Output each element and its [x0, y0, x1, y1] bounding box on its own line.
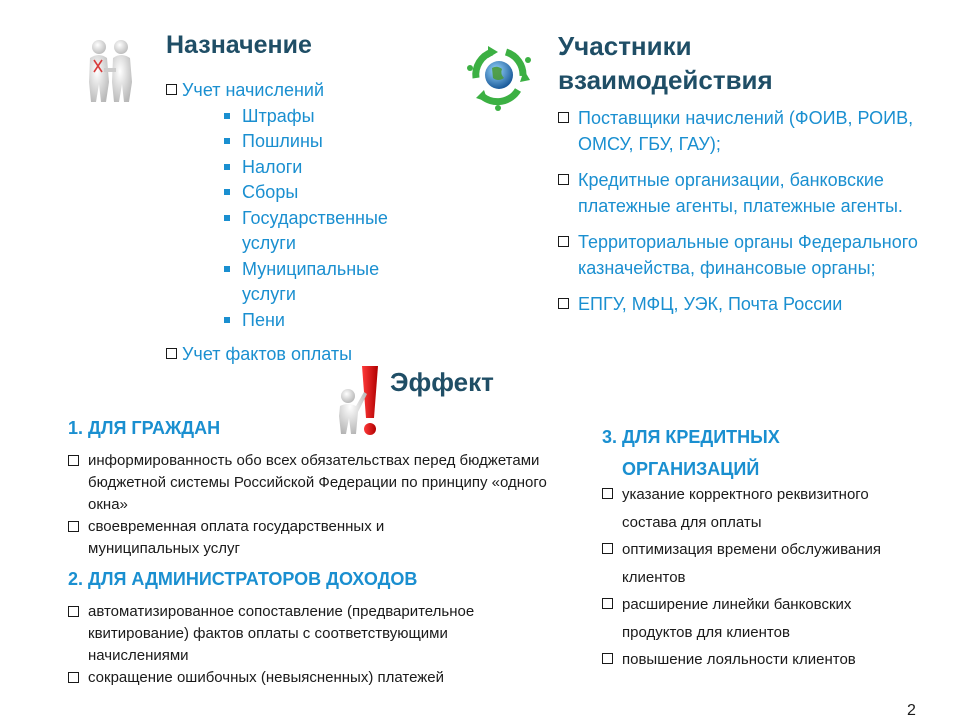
checkbox-icon	[558, 112, 569, 123]
checkbox-icon	[558, 174, 569, 185]
purpose-item-payments: Учет фактов оплаты	[166, 342, 422, 368]
purpose-list	[166, 78, 422, 368]
list-item: ЕПГУ, МФЦ, УЭК, Почта России	[558, 291, 938, 317]
checkbox-icon	[602, 598, 613, 609]
square-bullet-icon	[224, 215, 230, 221]
list-item: Сборы	[224, 180, 422, 206]
checkbox-icon	[166, 348, 177, 359]
citizens-list	[68, 450, 548, 560]
purpose-item-accruals: Учет начислений	[166, 78, 422, 104]
square-bullet-icon	[224, 138, 230, 144]
square-bullet-icon	[224, 266, 230, 272]
list-item: Муниципальные услуги	[224, 257, 422, 308]
credit-heading: 3. ДЛЯ КРЕДИТНЫХ ОРГАНИЗАЦИЙ	[602, 427, 780, 479]
list-item: указание корректного реквизитного состава для оплаты	[602, 481, 902, 536]
citizens-heading: 1. ДЛЯ ГРАЖДАН	[68, 418, 221, 438]
list-item: своевременная оплата государственных и муниципальных услуг	[68, 516, 448, 560]
list-item: сокращение ошибочных (невыясненных) платежей	[68, 667, 538, 689]
page-number: 2	[907, 702, 916, 719]
list-item: информированность обо всех обязательствах перед бюджетами бюджетной системы Российской Федерации по принципу «одного окна»	[68, 450, 548, 516]
participants-title: Участники взаимодействия	[558, 31, 773, 95]
credit-list	[602, 481, 902, 674]
checkbox-icon	[558, 298, 569, 309]
administrators-heading: 2. ДЛЯ АДМИНИСТРАТОРОВ ДОХОДОВ	[68, 569, 418, 589]
list-item: Штрафы	[224, 104, 422, 130]
exclamation-figure-icon	[334, 362, 384, 438]
checkbox-icon	[68, 521, 79, 532]
list-item: автоматизированное сопоставление (предварительное квитирование) фактов оплаты с соответствующими начислениями	[68, 601, 538, 667]
checkbox-icon	[558, 236, 569, 247]
list-item: Поставщики начислений (ФОИВ, РОИВ, ОМСУ, ГБУ, ГАУ);	[558, 105, 938, 157]
handshake-people-icon	[82, 38, 138, 106]
list-item: Пени	[224, 308, 422, 334]
list-item: Территориальные органы Федерального казначейства, финансовые органы;	[558, 229, 938, 281]
square-bullet-icon	[224, 317, 230, 323]
purpose-title: Назначение	[166, 31, 312, 59]
checkbox-icon	[68, 672, 79, 683]
effect-title: Эффект	[390, 367, 494, 397]
square-bullet-icon	[224, 189, 230, 195]
recycle-globe-icon	[462, 38, 536, 112]
list-item: Государственные услуги	[224, 206, 422, 257]
administrators-list	[68, 601, 538, 689]
checkbox-icon	[602, 488, 613, 499]
checkbox-icon	[68, 455, 79, 466]
square-bullet-icon	[224, 164, 230, 170]
list-item: оптимизация времени обслуживания клиентов	[602, 536, 902, 591]
checkbox-icon	[68, 606, 79, 617]
participants-list	[558, 105, 938, 327]
list-item: повышение лояльности клиентов	[602, 646, 902, 674]
checkbox-icon	[602, 543, 613, 554]
square-bullet-icon	[224, 113, 230, 119]
purpose-sublist	[166, 104, 422, 334]
checkbox-icon	[166, 84, 177, 95]
list-item: Кредитные организации, банковские платежные агенты, платежные агенты.	[558, 167, 938, 219]
checkbox-icon	[602, 653, 613, 664]
list-item: расширение линейки банковских продуктов для клиентов	[602, 591, 902, 646]
list-item: Пошлины	[224, 129, 422, 155]
list-item: Налоги	[224, 155, 422, 181]
